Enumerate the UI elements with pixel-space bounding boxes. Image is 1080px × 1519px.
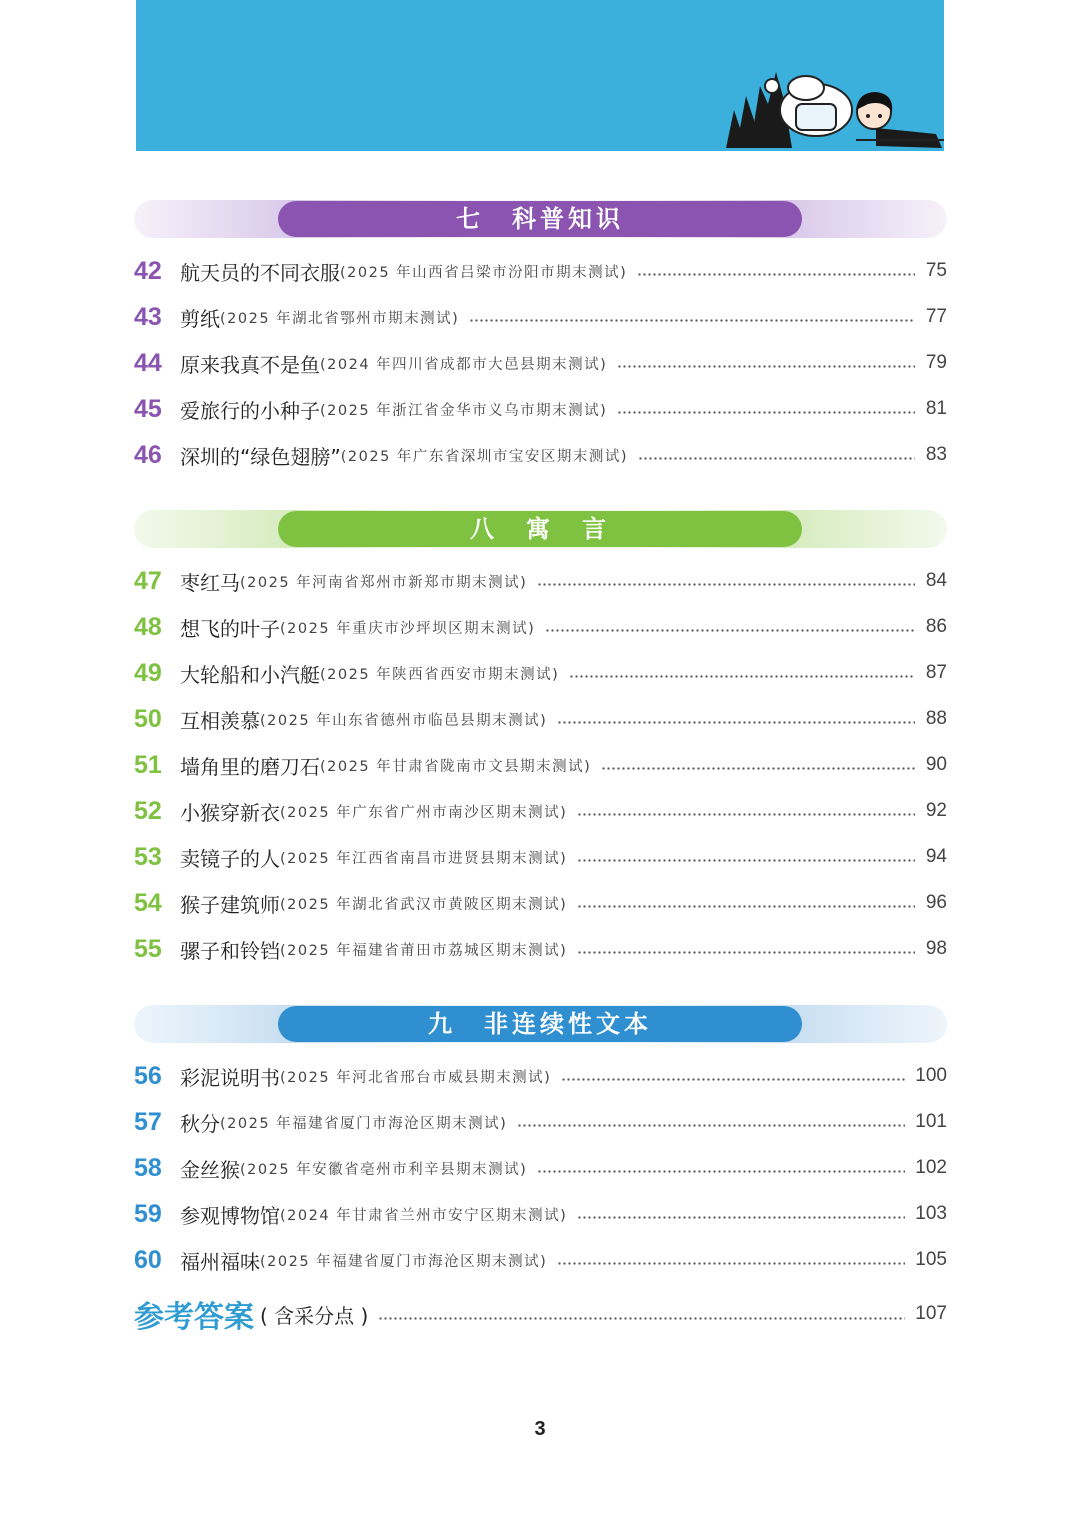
- entry-title: 卖镜子的人: [180, 846, 280, 871]
- dot-leader: [577, 859, 915, 862]
- toc-entry[interactable]: [134, 1148, 947, 1188]
- entry-title: 互相羡慕: [180, 708, 260, 733]
- entry-number: 57: [134, 1107, 162, 1136]
- entry-number: 51: [134, 750, 162, 779]
- entry-page: 102: [915, 1157, 947, 1178]
- answers-entry[interactable]: [134, 1290, 947, 1338]
- dot-leader: [545, 629, 915, 632]
- entry-number: 52: [134, 796, 162, 825]
- entry-page: 92: [925, 800, 947, 821]
- toc-entry[interactable]: [134, 297, 947, 337]
- section-header-fables: [134, 510, 947, 548]
- toc-entry[interactable]: [134, 699, 947, 739]
- entry-source: (2024 年甘肃省兰州市安宁区期末测试): [280, 1207, 568, 1224]
- section-title: 九 非连续性文本: [278, 1006, 802, 1042]
- dot-leader: [561, 1078, 905, 1081]
- entry-title: 猴子建筑师: [180, 892, 280, 917]
- section-header-science: [134, 200, 947, 238]
- toc-entry[interactable]: [134, 791, 947, 831]
- dot-leader: [557, 1262, 905, 1265]
- toc-entry[interactable]: [134, 1194, 947, 1234]
- entry-title: 想飞的叶子: [180, 616, 280, 641]
- entry-title: 小猴穿新衣: [180, 800, 280, 825]
- dot-leader: [577, 813, 915, 816]
- entry-number: 45: [134, 394, 162, 423]
- toc-entry[interactable]: [134, 389, 947, 429]
- toc-entry[interactable]: [134, 1102, 947, 1142]
- entry-page: 100: [915, 1065, 947, 1086]
- dot-leader: [577, 951, 915, 954]
- toc-entry[interactable]: [134, 837, 947, 877]
- entry-source: (2025 年陕西省西安市期末测试): [320, 666, 560, 683]
- entry-source: (2025 年山西省吕梁市汾阳市期末测试): [340, 264, 628, 281]
- dot-leader: [601, 767, 915, 770]
- entry-page: 79: [925, 352, 947, 373]
- entry-title: 福州福味: [180, 1249, 260, 1274]
- entry-number: 49: [134, 658, 162, 687]
- entry-number: 46: [134, 440, 162, 469]
- entry-source: (2025 年甘肃省陇南市文县期末测试): [320, 758, 592, 775]
- entry-page: 86: [925, 616, 947, 637]
- entry-number: 58: [134, 1153, 162, 1182]
- entry-title: 爱旅行的小种子: [180, 398, 320, 423]
- entry-page: 81: [925, 398, 947, 419]
- entry-source: (2025 年河南省郑州市新郑市期末测试): [240, 574, 528, 591]
- entry-number: 42: [134, 256, 162, 285]
- toc-entry[interactable]: [134, 251, 947, 291]
- entry-number: 56: [134, 1061, 162, 1090]
- toc-entry[interactable]: [134, 435, 947, 475]
- entry-page: 101: [915, 1111, 947, 1132]
- dot-leader: [517, 1124, 905, 1127]
- entry-page: 84: [925, 570, 947, 591]
- entry-source: (2025 年福建省厦门市海沧区期末测试): [220, 1115, 508, 1132]
- entry-source: (2025 年重庆市沙坪坝区期末测试): [280, 620, 536, 637]
- entry-title: 枣红马: [180, 570, 240, 595]
- dot-leader: [638, 457, 915, 460]
- answers-title: 参考答案: [134, 1300, 254, 1335]
- entry-page: 77: [925, 306, 947, 327]
- dot-leader: [569, 675, 915, 678]
- dot-leader: [537, 583, 915, 586]
- entry-title: 金丝猴: [180, 1157, 240, 1182]
- page-number: 3: [534, 1418, 546, 1440]
- dot-leader: [537, 1170, 905, 1173]
- toc-entry[interactable]: [134, 1240, 947, 1280]
- entry-page: 83: [925, 444, 947, 465]
- entry-source: (2025 年福建省莆田市荔城区期末测试): [280, 942, 568, 959]
- entry-number: 55: [134, 934, 162, 963]
- toc-entry[interactable]: [134, 745, 947, 785]
- entry-source: (2025 年湖北省武汉市黄陂区期末测试): [280, 896, 568, 913]
- entry-page: 105: [915, 1249, 947, 1270]
- entry-title: 深圳的“绿色翅膀”: [180, 444, 341, 469]
- entry-source: (2025 年广东省广州市南沙区期末测试): [280, 804, 568, 821]
- entry-source: (2025 年广东省深圳市宝安区期末测试): [340, 448, 629, 465]
- entry-source: (2025 年安徽省亳州市利辛县期末测试): [240, 1161, 528, 1178]
- toc-entry[interactable]: [134, 343, 947, 383]
- entry-number: 48: [134, 612, 162, 641]
- entry-number: 47: [134, 566, 162, 595]
- entry-number: 59: [134, 1199, 162, 1228]
- entry-title: 剪纸: [180, 306, 220, 331]
- toc-entry[interactable]: [134, 929, 947, 969]
- dot-leader: [557, 721, 915, 724]
- section-header-nonlinear-text: [134, 1005, 947, 1043]
- dot-leader: [577, 905, 915, 908]
- entry-source: (2025 年湖北省鄂州市期末测试): [220, 310, 460, 327]
- entry-page: 98: [925, 938, 947, 959]
- toc-entry[interactable]: [134, 561, 947, 601]
- entry-number: 50: [134, 704, 162, 733]
- entry-source: (2024 年四川省成都市大邑县期末测试): [320, 356, 608, 373]
- entry-number: 54: [134, 888, 162, 917]
- section-title: 七 科普知识: [278, 201, 802, 237]
- answers-page: 107: [915, 1303, 947, 1324]
- entry-title: 大轮船和小汽艇: [180, 662, 320, 687]
- entry-title: 彩泥说明书: [180, 1065, 280, 1090]
- cartoon-illustration: [136, 0, 944, 151]
- entry-title: 秋分: [180, 1111, 220, 1136]
- toc-entry[interactable]: [134, 1056, 947, 1096]
- dot-leader: [378, 1317, 905, 1320]
- entry-number: 44: [134, 348, 162, 377]
- entry-page: 87: [925, 662, 947, 683]
- toc-entry[interactable]: [134, 607, 947, 647]
- dot-leader: [577, 1216, 905, 1219]
- entry-page: 94: [925, 846, 947, 867]
- entry-title: 参观博物馆: [180, 1203, 280, 1228]
- entry-page: 103: [915, 1203, 947, 1224]
- dot-leader: [469, 319, 915, 322]
- entry-title: 墙角里的磨刀石: [180, 754, 320, 779]
- entry-source: (2025 年山东省德州市临邑县期末测试): [260, 712, 548, 729]
- entry-title: 原来我真不是鱼: [180, 352, 320, 377]
- toc-entry[interactable]: [134, 883, 947, 923]
- entry-page: 75: [925, 260, 947, 281]
- entry-number: 53: [134, 842, 162, 871]
- entry-page: 96: [925, 892, 947, 913]
- entry-source: (2025 年浙江省金华市义乌市期末测试): [320, 402, 608, 419]
- entry-title: 骡子和铃铛: [180, 938, 280, 963]
- section-title: 八 寓 言: [278, 511, 802, 547]
- entry-number: 43: [134, 302, 162, 331]
- header-banner: [136, 0, 944, 151]
- dot-leader: [617, 365, 915, 368]
- dot-leader: [617, 411, 915, 414]
- entry-title: 航天员的不同衣服: [180, 260, 340, 285]
- entry-number: 60: [134, 1245, 162, 1274]
- entry-source: (2025 年河北省邢台市威县期末测试): [280, 1069, 552, 1086]
- entry-source: (2025 年福建省厦门市海沧区期末测试): [260, 1253, 548, 1270]
- entry-page: 88: [925, 708, 947, 729]
- dot-leader: [637, 273, 915, 276]
- answers-note: ( 含采分点 ): [260, 1303, 369, 1328]
- entry-page: 90: [925, 754, 947, 775]
- toc-entry[interactable]: [134, 653, 947, 693]
- entry-source: (2025 年江西省南昌市进贤县期末测试): [280, 850, 568, 867]
